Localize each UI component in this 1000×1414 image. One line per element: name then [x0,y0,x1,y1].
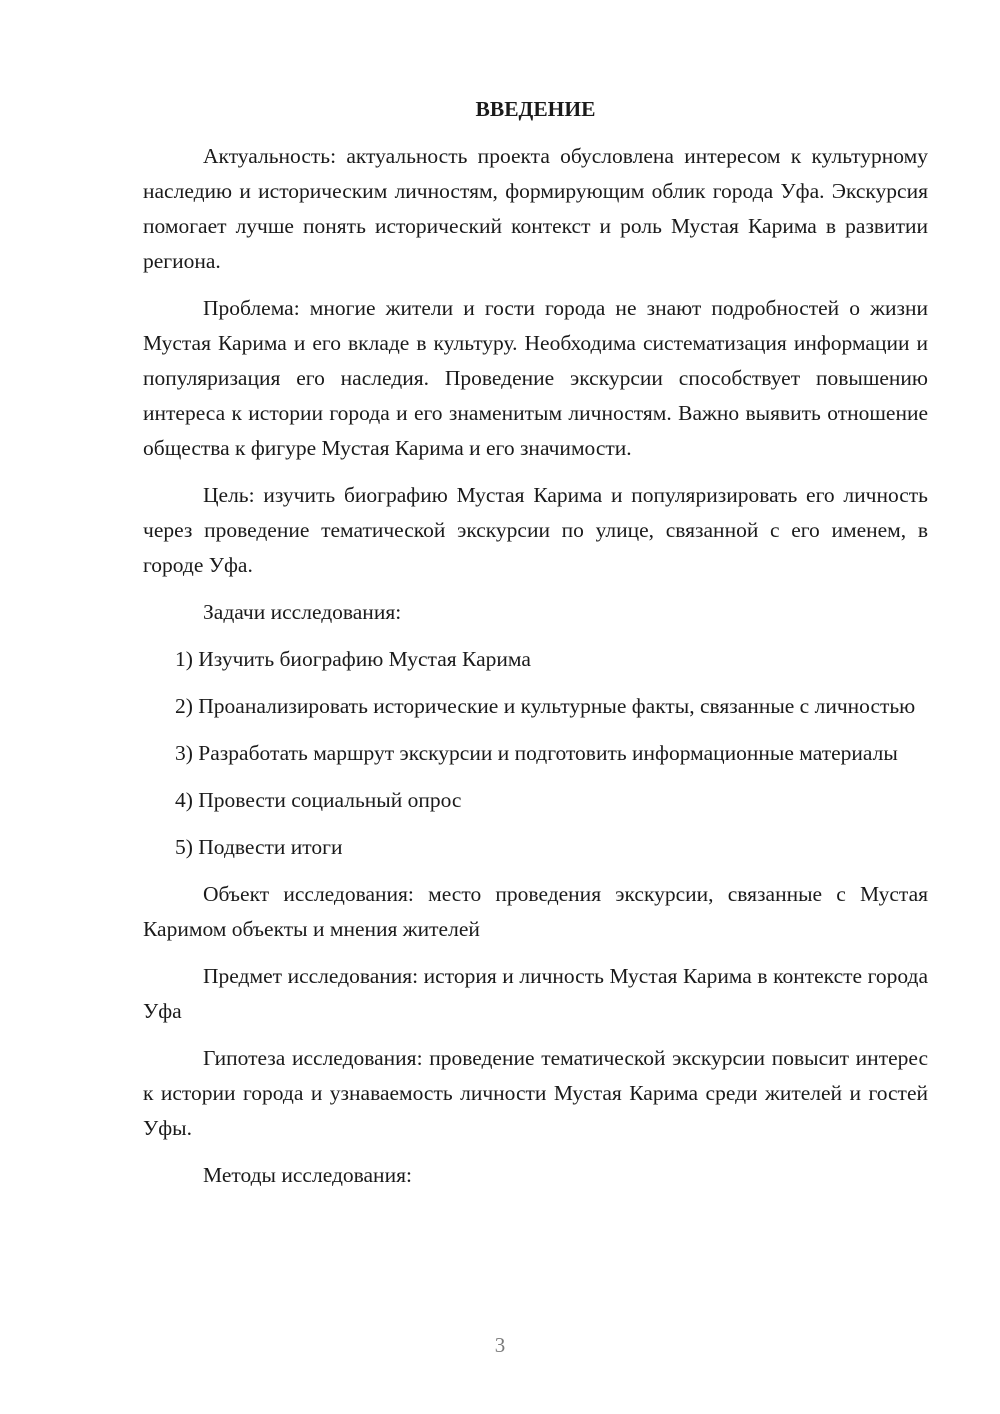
methods-heading: Методы исследования: [203,1163,412,1187]
page-number: 3 [494,1333,506,1357]
task-item-4: 4) Провести социальный опрос [175,788,462,812]
task-item-3: 3) Разработать маршрут экскурсии и подготовить информационные материалы [175,741,898,765]
paragraph-goal: Цель: изучить биографию Мустая Карима и популяризировать его личность через проведение тематической экскурсии по улице, связанной с его именем, в городе Уфа. [143,483,928,577]
paragraph-problem: Проблема: многие жители и гости города не знают подробностей о жизни Мустая Карима и его вкладе в культуру. Необходима систематизация информации и популяризация его наследия. Проведение экскурсии способствует повышению интереса к истории города и его знаменитым личностям. Важно выявить отношение общества к фигуре Мустая Карима и его значимости. [143,296,928,460]
paragraph-relevance: Актуальность: актуальность проекта обусловлена интересом к культурному наследию и историческим личностям, формирующим облик города Уфа. Экскурсия помогает лучше понять исторический контекст и роль Мустая Карима в развитии региона. [143,144,928,273]
tasks-heading: Задачи исследования: [203,600,402,624]
page-title: ВВЕДЕНИЕ [475,97,596,121]
paragraph-object: Объект исследования: место проведения экскурсии, связанные с Мустая Каримом объекты и мнения жителей [143,882,928,941]
task-item-2: 2) Проанализировать исторические и культурные факты, связанные с личностью [175,694,916,718]
paragraph-hypothesis: Гипотеза исследования: проведение тематической экскурсии повысит интерес к истории города и узнаваемость личности Мустая Карима среди жителей и гостей Уфы. [143,1046,928,1140]
document-page [143,92,928,1205]
task-item-1: 1) Изучить биографию Мустая Карима [175,647,531,671]
paragraph-subject: Предмет исследования: история и личность Мустая Карима в контексте города Уфа [143,964,928,1023]
task-item-5: 5) Подвести итоги [175,835,343,859]
